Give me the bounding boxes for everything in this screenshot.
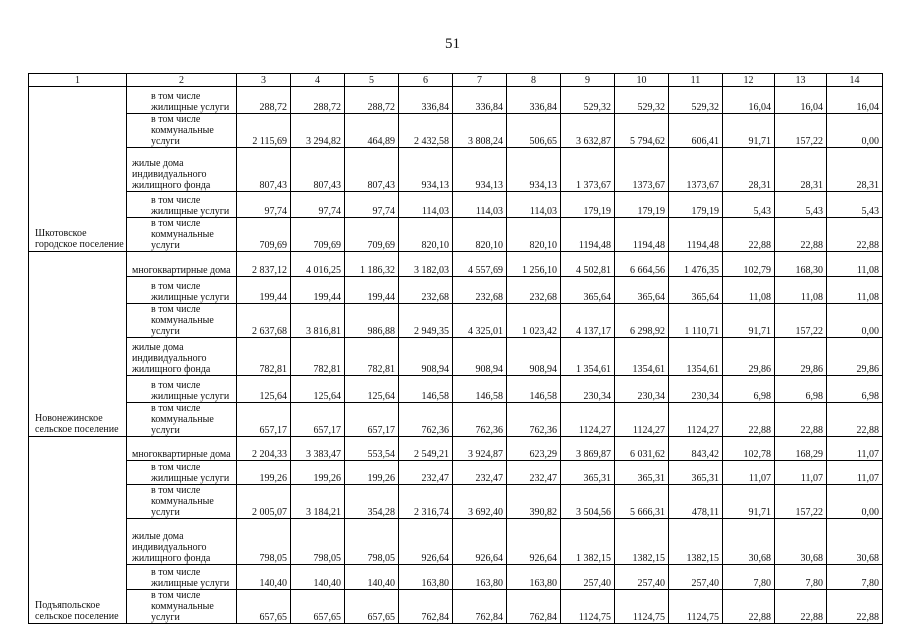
table-row (29, 218, 883, 252)
value-cell: 908,94 (453, 338, 507, 376)
value-cell: 29,86 (775, 338, 827, 376)
table-row (29, 519, 883, 565)
row-label: многоквартирные дома (127, 437, 237, 461)
value-cell: 232,47 (399, 461, 453, 485)
value-cell: 3 924,87 (453, 437, 507, 461)
value-cell: 97,74 (291, 192, 345, 218)
header-cell: 1 (29, 74, 127, 87)
value-cell: 3 504,56 (561, 485, 615, 519)
value-cell: 97,74 (345, 192, 399, 218)
row-label: в том числе жилищные услуги (127, 565, 237, 590)
header-cell: 6 (399, 74, 453, 87)
header-cell: 10 (615, 74, 669, 87)
row-label: в том числе жилищные услуги (127, 461, 237, 485)
value-cell: 4 325,01 (453, 304, 507, 338)
value-cell: 820,10 (453, 218, 507, 252)
value-cell: 199,26 (237, 461, 291, 485)
value-cell: 529,32 (669, 87, 723, 114)
value-cell: 529,32 (615, 87, 669, 114)
value-cell: 3 869,87 (561, 437, 615, 461)
value-cell: 1 382,15 (561, 519, 615, 565)
value-cell: 163,80 (507, 565, 561, 590)
value-cell: 807,43 (291, 148, 345, 192)
value-cell: 478,11 (669, 485, 723, 519)
value-cell: 3 808,24 (453, 114, 507, 148)
value-cell: 11,07 (775, 461, 827, 485)
value-cell: 125,64 (237, 376, 291, 403)
value-cell: 179,19 (615, 192, 669, 218)
value-cell: 2 204,33 (237, 437, 291, 461)
value-cell: 3 816,81 (291, 304, 345, 338)
row-label: в том числе жилищные услуги (127, 87, 237, 114)
header-cell: 5 (345, 74, 399, 87)
table-row (29, 338, 883, 376)
value-cell: 0,00 (827, 304, 883, 338)
row-label: жилые дома индивидуального жилищного фонда (127, 519, 237, 565)
value-cell: 762,36 (453, 403, 507, 437)
row-label: жилые дома индивидуального жилищного фонда (127, 148, 237, 192)
header-cell: 9 (561, 74, 615, 87)
value-cell: 22,88 (723, 218, 775, 252)
value-cell: 3 184,21 (291, 485, 345, 519)
value-cell: 232,68 (453, 277, 507, 304)
value-cell: 709,69 (345, 218, 399, 252)
value-cell: 199,26 (291, 461, 345, 485)
value-cell: 11,08 (723, 277, 775, 304)
value-cell: 4 502,81 (561, 252, 615, 277)
value-cell: 782,81 (291, 338, 345, 376)
value-cell: 11,07 (827, 437, 883, 461)
value-cell: 199,44 (237, 277, 291, 304)
value-cell: 5 666,31 (615, 485, 669, 519)
value-cell: 22,88 (775, 403, 827, 437)
value-cell: 22,88 (723, 590, 775, 624)
value-cell: 606,41 (669, 114, 723, 148)
value-cell: 230,34 (561, 376, 615, 403)
value-cell: 125,64 (345, 376, 399, 403)
value-cell: 1 023,42 (507, 304, 561, 338)
value-cell: 934,13 (453, 148, 507, 192)
value-cell: 506,65 (507, 114, 561, 148)
value-cell: 157,22 (775, 304, 827, 338)
value-cell: 365,31 (669, 461, 723, 485)
value-cell: 807,43 (345, 148, 399, 192)
value-cell: 934,13 (399, 148, 453, 192)
value-cell: 986,88 (345, 304, 399, 338)
value-cell: 16,04 (723, 87, 775, 114)
value-cell: 28,31 (775, 148, 827, 192)
value-cell: 1194,48 (561, 218, 615, 252)
row-label: многоквартирные дома (127, 252, 237, 277)
value-cell: 365,31 (561, 461, 615, 485)
value-cell: 102,79 (723, 252, 775, 277)
value-cell: 657,17 (291, 403, 345, 437)
value-cell: 1124,27 (615, 403, 669, 437)
value-cell: 762,84 (399, 590, 453, 624)
value-cell: 114,03 (453, 192, 507, 218)
value-cell: 146,58 (507, 376, 561, 403)
value-cell: 257,40 (669, 565, 723, 590)
value-cell: 11,08 (827, 277, 883, 304)
value-cell: 1 476,35 (669, 252, 723, 277)
value-cell: 102,78 (723, 437, 775, 461)
value-cell: 22,88 (775, 590, 827, 624)
value-cell: 6,98 (723, 376, 775, 403)
value-cell: 6,98 (827, 376, 883, 403)
value-cell: 1373,67 (669, 148, 723, 192)
value-cell: 140,40 (237, 565, 291, 590)
value-cell: 168,30 (775, 252, 827, 277)
value-cell: 179,19 (669, 192, 723, 218)
value-cell: 820,10 (507, 218, 561, 252)
value-cell: 365,31 (615, 461, 669, 485)
value-cell: 709,69 (237, 218, 291, 252)
value-cell: 140,40 (291, 565, 345, 590)
value-cell: 22,88 (827, 218, 883, 252)
settlement-name: Новонежинское сельское поселение (29, 252, 127, 437)
value-cell: 146,58 (453, 376, 507, 403)
value-cell: 6 298,92 (615, 304, 669, 338)
value-cell: 798,05 (237, 519, 291, 565)
table-row (29, 565, 883, 590)
table-row (29, 252, 883, 277)
value-cell: 5 794,62 (615, 114, 669, 148)
value-cell: 843,42 (669, 437, 723, 461)
value-cell: 2 432,58 (399, 114, 453, 148)
value-cell: 2 949,35 (399, 304, 453, 338)
value-cell: 22,88 (723, 403, 775, 437)
value-cell: 354,28 (345, 485, 399, 519)
value-cell: 232,47 (453, 461, 507, 485)
value-cell: 365,64 (669, 277, 723, 304)
value-cell: 7,80 (723, 565, 775, 590)
value-cell: 30,68 (723, 519, 775, 565)
row-label: в том числе коммунальные услуги (127, 403, 237, 437)
value-cell: 257,40 (615, 565, 669, 590)
value-cell: 657,17 (345, 403, 399, 437)
table-row (29, 87, 883, 114)
value-cell: 336,84 (507, 87, 561, 114)
value-cell: 5,43 (827, 192, 883, 218)
table-row (29, 304, 883, 338)
value-cell: 798,05 (291, 519, 345, 565)
value-cell: 709,69 (291, 218, 345, 252)
value-cell: 288,72 (237, 87, 291, 114)
table-row (29, 437, 883, 461)
value-cell: 199,44 (291, 277, 345, 304)
value-cell: 4 137,17 (561, 304, 615, 338)
value-cell: 6 031,62 (615, 437, 669, 461)
value-cell: 230,34 (669, 376, 723, 403)
value-cell: 199,44 (345, 277, 399, 304)
header-cell: 12 (723, 74, 775, 87)
value-cell: 934,13 (507, 148, 561, 192)
value-cell: 2 549,21 (399, 437, 453, 461)
value-cell: 114,03 (399, 192, 453, 218)
value-cell: 365,64 (561, 277, 615, 304)
value-cell: 782,81 (237, 338, 291, 376)
table-row (29, 277, 883, 304)
row-label: в том числе жилищные услуги (127, 192, 237, 218)
row-label: в том числе коммунальные услуги (127, 114, 237, 148)
value-cell: 168,29 (775, 437, 827, 461)
value-cell: 2 005,07 (237, 485, 291, 519)
value-cell: 6 664,56 (615, 252, 669, 277)
value-cell: 232,68 (507, 277, 561, 304)
header-cell: 11 (669, 74, 723, 87)
value-cell: 163,80 (453, 565, 507, 590)
value-cell: 553,54 (345, 437, 399, 461)
value-cell: 157,22 (775, 485, 827, 519)
value-cell: 6,98 (775, 376, 827, 403)
value-cell: 1 186,32 (345, 252, 399, 277)
value-cell: 1194,48 (615, 218, 669, 252)
table-row (29, 461, 883, 485)
value-cell: 762,36 (399, 403, 453, 437)
row-label: в том числе коммунальные услуги (127, 590, 237, 624)
value-cell: 28,31 (827, 148, 883, 192)
value-cell: 16,04 (827, 87, 883, 114)
value-cell: 11,08 (827, 252, 883, 277)
value-cell: 11,08 (775, 277, 827, 304)
value-cell: 623,29 (507, 437, 561, 461)
value-cell: 22,88 (827, 590, 883, 624)
value-cell: 97,74 (237, 192, 291, 218)
value-cell: 4 557,69 (453, 252, 507, 277)
value-cell: 762,36 (507, 403, 561, 437)
table-row (29, 148, 883, 192)
value-cell: 22,88 (827, 403, 883, 437)
header-cell: 14 (827, 74, 883, 87)
value-cell: 1124,27 (669, 403, 723, 437)
value-cell: 464,89 (345, 114, 399, 148)
value-cell: 30,68 (775, 519, 827, 565)
value-cell: 146,58 (399, 376, 453, 403)
value-cell: 926,64 (453, 519, 507, 565)
value-cell: 3 632,87 (561, 114, 615, 148)
value-cell: 1382,15 (669, 519, 723, 565)
value-cell: 657,65 (291, 590, 345, 624)
value-cell: 114,03 (507, 192, 561, 218)
value-cell: 163,80 (399, 565, 453, 590)
value-cell: 926,64 (399, 519, 453, 565)
table-row (29, 485, 883, 519)
value-cell: 1382,15 (615, 519, 669, 565)
table-row (29, 376, 883, 403)
row-label: в том числе жилищные услуги (127, 277, 237, 304)
header-cell: 8 (507, 74, 561, 87)
value-cell: 30,68 (827, 519, 883, 565)
value-cell: 1194,48 (669, 218, 723, 252)
value-cell: 2 837,12 (237, 252, 291, 277)
value-cell: 11,07 (723, 461, 775, 485)
value-cell: 179,19 (561, 192, 615, 218)
value-cell: 908,94 (507, 338, 561, 376)
row-label: жилые дома индивидуального жилищного фонда (127, 338, 237, 376)
value-cell: 125,64 (291, 376, 345, 403)
value-cell: 7,80 (827, 565, 883, 590)
value-cell: 1 110,71 (669, 304, 723, 338)
row-label: в том числе коммунальные услуги (127, 485, 237, 519)
value-cell: 288,72 (291, 87, 345, 114)
value-cell: 1124,75 (669, 590, 723, 624)
value-cell: 1373,67 (615, 148, 669, 192)
value-cell: 288,72 (345, 87, 399, 114)
value-cell: 390,82 (507, 485, 561, 519)
value-cell: 2 316,74 (399, 485, 453, 519)
value-cell: 657,17 (237, 403, 291, 437)
value-cell: 908,94 (399, 338, 453, 376)
value-cell: 232,68 (399, 277, 453, 304)
header-cell: 13 (775, 74, 827, 87)
value-cell: 1 256,10 (507, 252, 561, 277)
value-cell: 3 294,82 (291, 114, 345, 148)
value-cell: 157,22 (775, 114, 827, 148)
row-label: в том числе коммунальные услуги (127, 304, 237, 338)
value-cell: 529,32 (561, 87, 615, 114)
value-cell: 1124,75 (615, 590, 669, 624)
value-cell: 140,40 (345, 565, 399, 590)
value-cell: 1354,61 (669, 338, 723, 376)
header-cell: 2 (127, 74, 237, 87)
value-cell: 3 692,40 (453, 485, 507, 519)
value-cell: 7,80 (775, 565, 827, 590)
row-label: в том числе жилищные услуги (127, 376, 237, 403)
value-cell: 91,71 (723, 485, 775, 519)
page-number: 51 (445, 36, 460, 52)
table-row (29, 403, 883, 437)
value-cell: 807,43 (237, 148, 291, 192)
value-cell: 1 354,61 (561, 338, 615, 376)
value-cell: 762,84 (507, 590, 561, 624)
value-cell: 2 637,68 (237, 304, 291, 338)
value-cell: 91,71 (723, 304, 775, 338)
header-cell: 7 (453, 74, 507, 87)
value-cell: 230,34 (615, 376, 669, 403)
header-cell: 4 (291, 74, 345, 87)
value-cell: 232,47 (507, 461, 561, 485)
value-cell: 0,00 (827, 485, 883, 519)
value-cell: 762,84 (453, 590, 507, 624)
value-cell: 657,65 (237, 590, 291, 624)
table-row (29, 114, 883, 148)
value-cell: 365,64 (615, 277, 669, 304)
value-cell: 29,86 (723, 338, 775, 376)
value-cell: 1354,61 (615, 338, 669, 376)
value-cell: 29,86 (827, 338, 883, 376)
value-cell: 1 373,67 (561, 148, 615, 192)
table-row (29, 192, 883, 218)
value-cell: 5,43 (775, 192, 827, 218)
settlement-name: Подъяпольское сельское поселение (29, 437, 127, 624)
value-cell: 3 383,47 (291, 437, 345, 461)
value-cell: 336,84 (399, 87, 453, 114)
value-cell: 199,26 (345, 461, 399, 485)
tariff-table (28, 73, 883, 624)
row-label: в том числе коммунальные услуги (127, 218, 237, 252)
value-cell: 2 115,69 (237, 114, 291, 148)
value-cell: 926,64 (507, 519, 561, 565)
value-cell: 782,81 (345, 338, 399, 376)
value-cell: 11,07 (827, 461, 883, 485)
table-row (29, 590, 883, 624)
value-cell: 257,40 (561, 565, 615, 590)
value-cell: 5,43 (723, 192, 775, 218)
value-cell: 4 016,25 (291, 252, 345, 277)
table-body (29, 74, 883, 624)
settlement-name: Шкотовское городское поселение (29, 87, 127, 252)
value-cell: 820,10 (399, 218, 453, 252)
value-cell: 16,04 (775, 87, 827, 114)
value-cell: 336,84 (453, 87, 507, 114)
header-row (29, 74, 883, 87)
value-cell: 91,71 (723, 114, 775, 148)
value-cell: 0,00 (827, 114, 883, 148)
value-cell: 798,05 (345, 519, 399, 565)
value-cell: 22,88 (775, 218, 827, 252)
header-cell: 3 (237, 74, 291, 87)
value-cell: 1124,27 (561, 403, 615, 437)
value-cell: 3 182,03 (399, 252, 453, 277)
value-cell: 1124,75 (561, 590, 615, 624)
value-cell: 657,65 (345, 590, 399, 624)
value-cell: 28,31 (723, 148, 775, 192)
